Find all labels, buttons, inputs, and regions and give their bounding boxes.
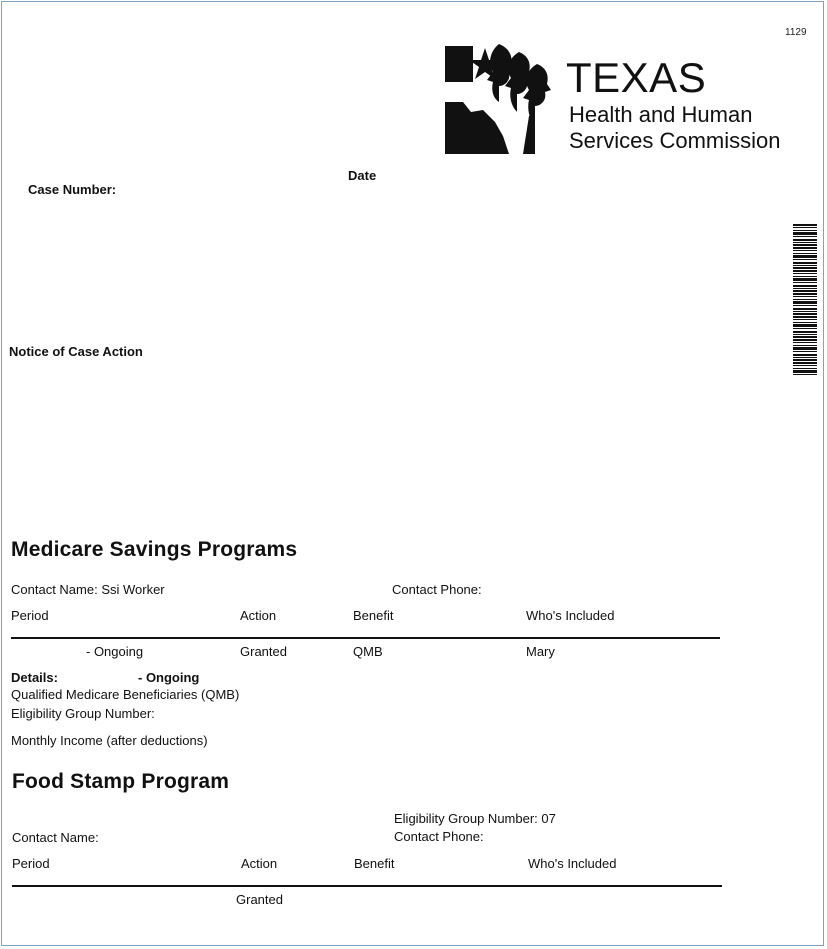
logo-line-3: Services Commission — [569, 128, 781, 153]
program-name: Qualified Medicare Beneficiaries (QMB) — [11, 687, 240, 702]
notice-document — [1, 1, 824, 946]
medicare-row-benefit: QMB — [353, 644, 383, 659]
medicare-col-period: Period — [11, 608, 49, 623]
details-label: Details: — [11, 670, 58, 685]
food-stamp-table-rule — [12, 885, 722, 887]
food-stamp-contact-phone-label: Contact Phone: — [394, 829, 484, 844]
food-stamp-contact-name-label: Contact Name: — [12, 830, 99, 845]
food-stamp-heading: Food Stamp Program — [12, 770, 230, 793]
logo-line-2: Health and Human — [569, 102, 753, 127]
logo-texas: TEXAS — [566, 54, 707, 101]
texas-star-profiles-logo-icon — [443, 42, 555, 158]
medicare-row-period: - Ongoing — [86, 644, 144, 659]
case-number-label: Case Number: — [28, 182, 117, 197]
food-stamp-col-benefit: Benefit — [354, 856, 395, 871]
medicare-eligibility-group: Eligibility Group Number: — [11, 706, 155, 721]
form-number: 1129 — [785, 27, 807, 38]
barcode-icon — [793, 224, 817, 376]
medicare-table-rule — [11, 637, 720, 639]
medicare-heading: Medicare Savings Programs — [11, 538, 298, 561]
medicare-col-action: Action — [240, 608, 277, 623]
details-period: - Ongoing — [138, 670, 200, 685]
notice-title: Notice of Case Action — [9, 344, 143, 359]
monthly-income-label: Monthly Income (after deductions) — [11, 733, 208, 748]
food-stamp-row-action: Granted — [236, 892, 283, 907]
medicare-col-who: Who's Included — [526, 608, 615, 623]
medicare-row-action: Granted — [240, 644, 287, 659]
date-label: Date — [348, 168, 377, 183]
medicare-col-benefit: Benefit — [353, 608, 394, 623]
medicare-contact-phone-label: Contact Phone: — [392, 582, 482, 597]
food-stamp-col-who: Who's Included — [528, 856, 617, 871]
medicare-row-who: Mary — [526, 644, 555, 659]
food-stamp-eligibility-group: Eligibility Group Number: 07 — [394, 811, 556, 826]
food-stamp-col-period: Period — [12, 856, 50, 871]
food-stamp-col-action: Action — [241, 856, 278, 871]
medicare-contact-name: Contact Name: Ssi Worker — [11, 582, 165, 597]
